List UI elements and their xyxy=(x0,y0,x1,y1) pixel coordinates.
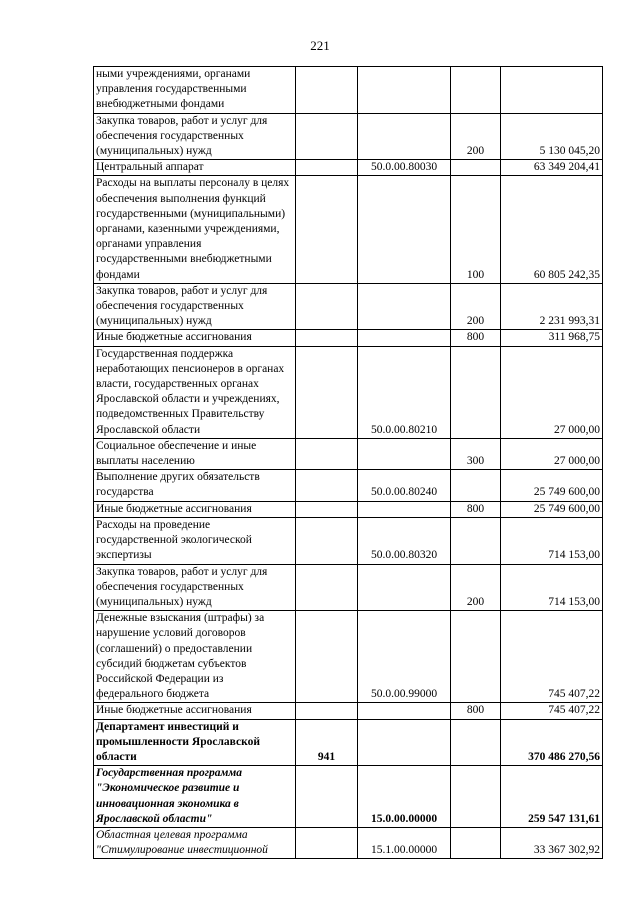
row-department-code-cell xyxy=(296,501,358,517)
row-target-article-cell xyxy=(358,283,451,330)
row-department-code-cell xyxy=(296,438,358,469)
table-row xyxy=(94,719,603,766)
table-row xyxy=(94,67,603,114)
row-department-code-cell xyxy=(296,330,358,346)
row-target-article-cell: 50.0.00.80030 xyxy=(358,160,451,176)
row-name-cell: Государственная поддержка неработающих пенсионеров в органах власти, государственных органах Ярославской области и учреждениях, подведомственных Правительству Ярославской области xyxy=(94,346,296,438)
row-expense-type-cell: 200 xyxy=(451,283,501,330)
row-department-code-cell xyxy=(296,517,358,564)
row-target-article-cell xyxy=(358,703,451,719)
row-expense-type-cell xyxy=(451,346,501,438)
row-amount-cell: 311 968,75 xyxy=(501,330,603,346)
table-row xyxy=(94,283,603,330)
table-row xyxy=(94,438,603,469)
row-amount-cell: 370 486 270,56 xyxy=(501,719,603,766)
row-amount-cell: 2 231 993,31 xyxy=(501,283,603,330)
row-department-code-cell xyxy=(296,67,358,114)
page-number: 221 xyxy=(310,38,330,53)
row-target-article-cell xyxy=(358,176,451,283)
row-amount-cell: 745 407,22 xyxy=(501,703,603,719)
table-row xyxy=(94,346,603,438)
row-target-article-cell xyxy=(358,719,451,766)
row-target-article-cell xyxy=(358,438,451,469)
row-name-cell: Денежные взыскания (штрафы) за нарушение условий договоров (соглашений) о предоставлении субсидий бюджетам субъектов Российской Федерации из федерального бюджета xyxy=(94,611,296,703)
row-target-article-cell: 50.0.00.80240 xyxy=(358,470,451,501)
row-amount-cell: 5 130 045,20 xyxy=(501,113,603,160)
row-department-code-cell xyxy=(296,611,358,703)
row-target-article-cell xyxy=(358,67,451,114)
row-expense-type-cell: 800 xyxy=(451,330,501,346)
row-department-code-cell xyxy=(296,470,358,501)
row-name-cell: Иные бюджетные ассигнования xyxy=(94,703,296,719)
row-name-cell: Закупка товаров, работ и услуг для обеспечения государственных (муниципальных) нужд xyxy=(94,564,296,611)
budget-table xyxy=(93,66,603,859)
row-name-cell: Центральный аппарат xyxy=(94,160,296,176)
row-amount-cell xyxy=(501,67,603,114)
row-expense-type-cell: 200 xyxy=(451,564,501,611)
row-name-cell: Закупка товаров, работ и услуг для обеспечения государственных (муниципальных) нужд xyxy=(94,283,296,330)
row-expense-type-cell xyxy=(451,470,501,501)
table-row xyxy=(94,160,603,176)
row-department-code-cell: 941 xyxy=(296,719,358,766)
row-name-cell: Иные бюджетные ассигнования xyxy=(94,330,296,346)
row-department-code-cell xyxy=(296,160,358,176)
table-row xyxy=(94,564,603,611)
row-expense-type-cell xyxy=(451,719,501,766)
row-department-code-cell xyxy=(296,283,358,330)
row-department-code-cell xyxy=(296,827,358,858)
row-expense-type-cell: 300 xyxy=(451,438,501,469)
row-amount-cell: 745 407,22 xyxy=(501,611,603,703)
row-target-article-cell: 50.0.00.99000 xyxy=(358,611,451,703)
row-amount-cell: 27 000,00 xyxy=(501,438,603,469)
row-expense-type-cell: 200 xyxy=(451,113,501,160)
row-expense-type-cell xyxy=(451,160,501,176)
row-expense-type-cell xyxy=(451,67,501,114)
row-name-cell: Социальное обеспечение и иные выплаты населению xyxy=(94,438,296,469)
row-name-cell: Областная целевая программа "Стимулирование инвестиционной xyxy=(94,827,296,858)
row-target-article-cell: 15.1.00.00000 xyxy=(358,827,451,858)
table-row xyxy=(94,703,603,719)
table-row xyxy=(94,176,603,283)
row-target-article-cell xyxy=(358,330,451,346)
row-amount-cell: 259 547 131,61 xyxy=(501,766,603,828)
row-target-article-cell xyxy=(358,564,451,611)
table-row xyxy=(94,517,603,564)
table-row xyxy=(94,766,603,828)
table-row xyxy=(94,827,603,858)
row-expense-type-cell xyxy=(451,611,501,703)
table-row xyxy=(94,501,603,517)
row-expense-type-cell: 100 xyxy=(451,176,501,283)
row-target-article-cell xyxy=(358,501,451,517)
row-amount-cell: 27 000,00 xyxy=(501,346,603,438)
table-row xyxy=(94,113,603,160)
row-name-cell: Закупка товаров, работ и услуг для обеспечения государственных (муниципальных) нужд xyxy=(94,113,296,160)
row-department-code-cell xyxy=(296,346,358,438)
row-department-code-cell xyxy=(296,564,358,611)
row-target-article-cell xyxy=(358,113,451,160)
row-name-cell: Иные бюджетные ассигнования xyxy=(94,501,296,517)
row-department-code-cell xyxy=(296,703,358,719)
row-target-article-cell: 15.0.00.00000 xyxy=(358,766,451,828)
row-name-cell: Расходы на проведение государственной экологической экспертизы xyxy=(94,517,296,564)
row-department-code-cell xyxy=(296,176,358,283)
row-amount-cell: 25 749 600,00 xyxy=(501,470,603,501)
row-expense-type-cell xyxy=(451,827,501,858)
row-amount-cell: 714 153,00 xyxy=(501,517,603,564)
row-amount-cell: 714 153,00 xyxy=(501,564,603,611)
row-name-cell: Государственная программа "Экономическое развитие и инновационная экономика в Ярославской области" xyxy=(94,766,296,828)
table-row xyxy=(94,611,603,703)
row-name-cell: Департамент инвестиций и промышленности Ярославской области xyxy=(94,719,296,766)
row-expense-type-cell xyxy=(451,766,501,828)
row-amount-cell: 33 367 302,92 xyxy=(501,827,603,858)
row-expense-type-cell xyxy=(451,517,501,564)
row-expense-type-cell: 800 xyxy=(451,501,501,517)
row-target-article-cell: 50.0.00.80210 xyxy=(358,346,451,438)
row-name-cell: Выполнение других обязательств государства xyxy=(94,470,296,501)
row-department-code-cell xyxy=(296,766,358,828)
row-amount-cell: 60 805 242,35 xyxy=(501,176,603,283)
row-expense-type-cell: 800 xyxy=(451,703,501,719)
row-amount-cell: 25 749 600,00 xyxy=(501,501,603,517)
row-amount-cell: 63 349 204,41 xyxy=(501,160,603,176)
row-name-cell: Расходы на выплаты персоналу в целях обеспечения выполнения функций государственными (муниципальными) органами, казенными учреждениями, органами управления государственными внебюджетными фондами xyxy=(94,176,296,283)
table-row xyxy=(94,330,603,346)
row-department-code-cell xyxy=(296,113,358,160)
row-target-article-cell: 50.0.00.80320 xyxy=(358,517,451,564)
row-name-cell: ными учреждениями, органами управления государственными внебюджетными фондами xyxy=(94,67,296,114)
table-row xyxy=(94,470,603,501)
